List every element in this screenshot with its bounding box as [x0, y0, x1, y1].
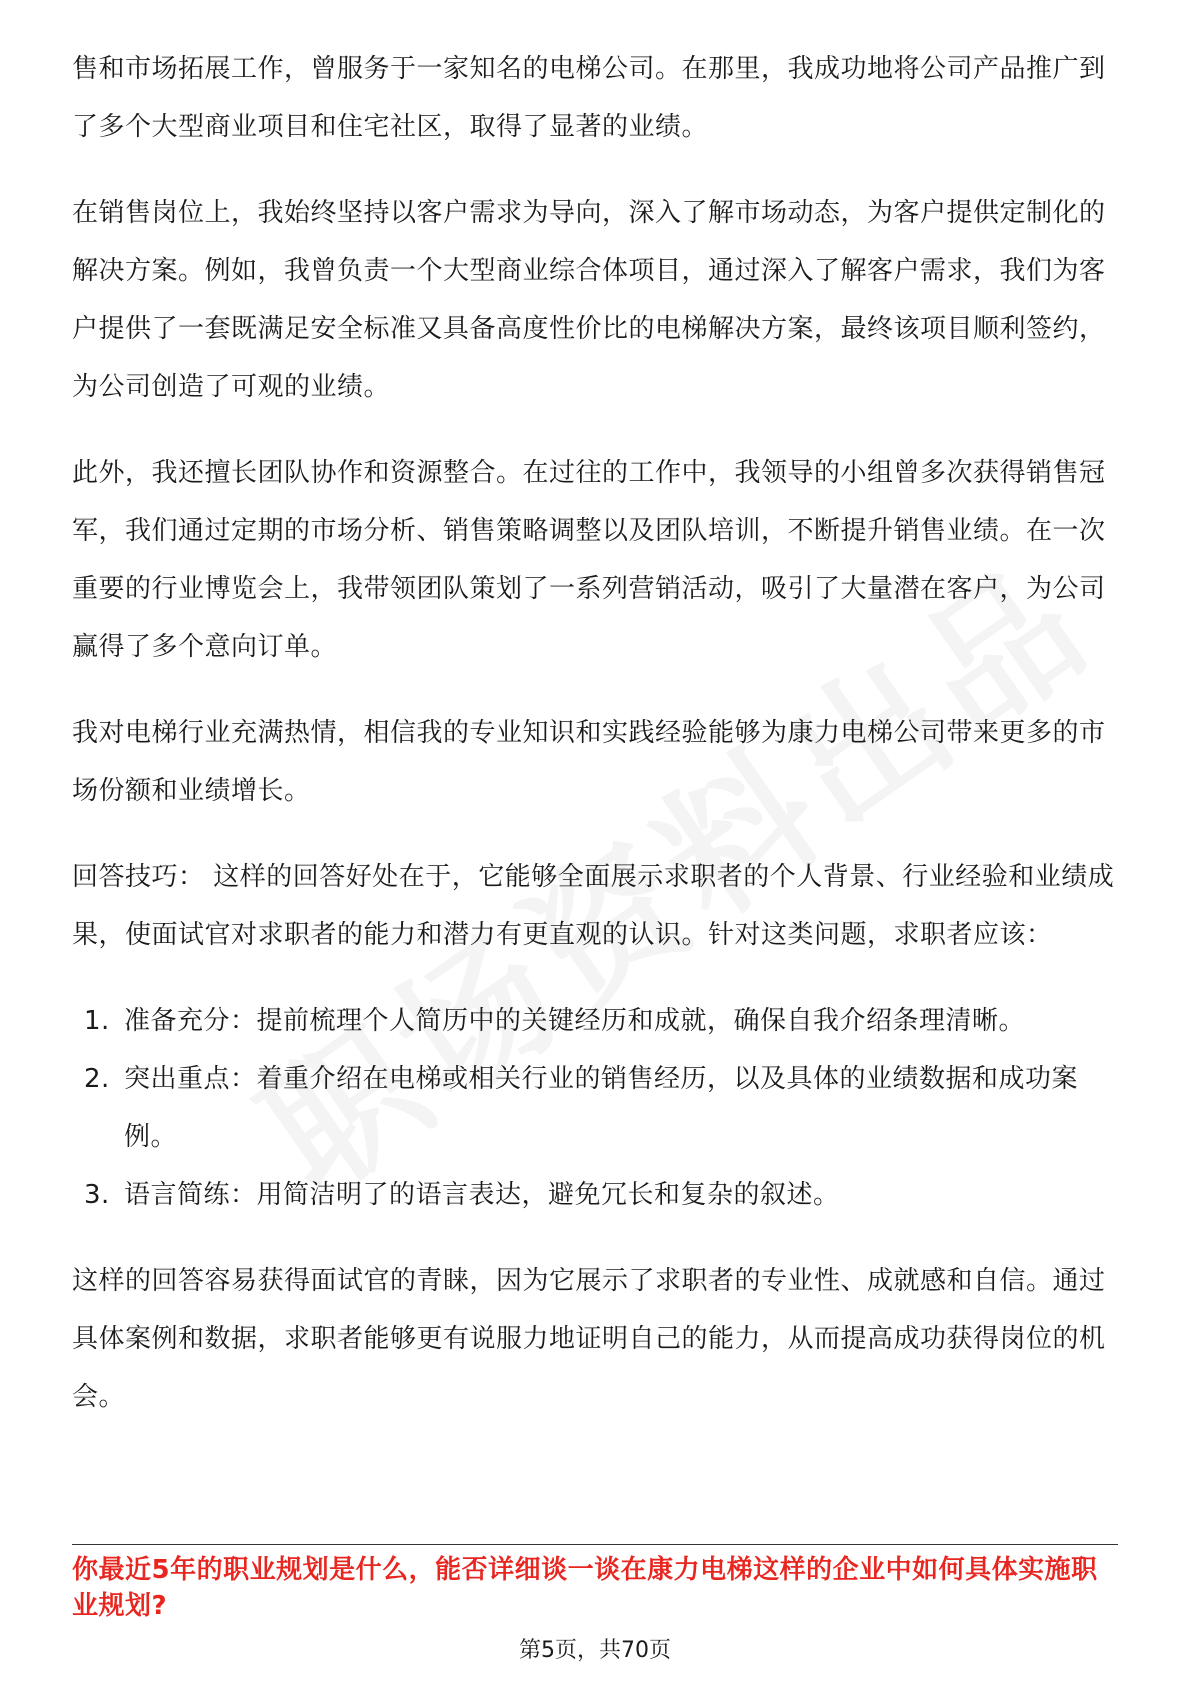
list-number: 2.: [84, 1064, 110, 1094]
list-item: [72, 1050, 1118, 1166]
list-number: 1.: [84, 1006, 110, 1036]
list-item: [72, 1166, 1118, 1224]
next-question-heading: 你最近5年的职业规划是什么，能否详细谈一谈在康力电梯这样的企业中如何具体实施职业规划?: [72, 1555, 1098, 1621]
section-divider: [72, 1544, 1118, 1545]
paragraph-sales-approach: 在销售岗位上，我始终坚持以客户需求为导向，深入了解市场动态，为客户提供定制化的解决方案。例如，我曾负责一个大型商业综合体项目，通过深入了解客户需求，我们为客户提供了一套既满足安全标准又具备高度性价比的电梯解决方案，最终该项目顺利签约，为公司创造了可观的业绩。: [72, 198, 1106, 402]
list-text: 语言简练：用简洁明了的语言表达，避免冗长和复杂的叙述。: [124, 1180, 840, 1210]
list-number: 3.: [84, 1180, 110, 1210]
list-text: 准备充分：提前梳理个人简历中的关键经历和成就，确保自我介绍条理清晰。: [124, 1006, 1026, 1036]
tips-list: [72, 992, 1118, 1224]
document-body: [72, 40, 1118, 1454]
paragraph-answer-tips: 回答技巧： 这样的回答好处在于，它能够全面展示求职者的个人背景、行业经验和业绩成果，使面试官对求职者的能力和潜力有更直观的认识。针对这类问题，求职者应该：: [72, 862, 1115, 950]
paragraph-teamwork: 此外，我还擅长团队协作和资源整合。在过往的工作中，我领导的小组曾多次获得销售冠军，我们通过定期的市场分析、销售策略调整以及团队培训，不断提升销售业绩。在一次重要的行业博览会上，我带领团队策划了一系列营销活动，吸引了大量潜在客户，为公司赢得了多个意向订单。: [72, 458, 1106, 662]
list-item: [72, 992, 1118, 1050]
paragraph-conclusion: 这样的回答容易获得面试官的青睐，因为它展示了求职者的专业性、成就感和自信。通过具体案例和数据，求职者能够更有说服力地证明自己的能力，从而提高成功获得岗位的机会。: [72, 1266, 1106, 1412]
paragraph-intro-continued: 售和市场拓展工作，曾服务于一家知名的电梯公司。在那里，我成功地将公司产品推广到了多个大型商业项目和住宅社区，取得了显著的业绩。: [72, 54, 1106, 142]
list-text: 突出重点：着重介绍在电梯或相关行业的销售经历，以及具体的业绩数据和成功案例。: [124, 1064, 1079, 1152]
paragraph-passion: 我对电梯行业充满热情，相信我的专业知识和实践经验能够为康力电梯公司带来更多的市场份额和业绩增长。: [72, 718, 1106, 806]
page-footer: 第5页，共70页: [519, 1638, 671, 1663]
